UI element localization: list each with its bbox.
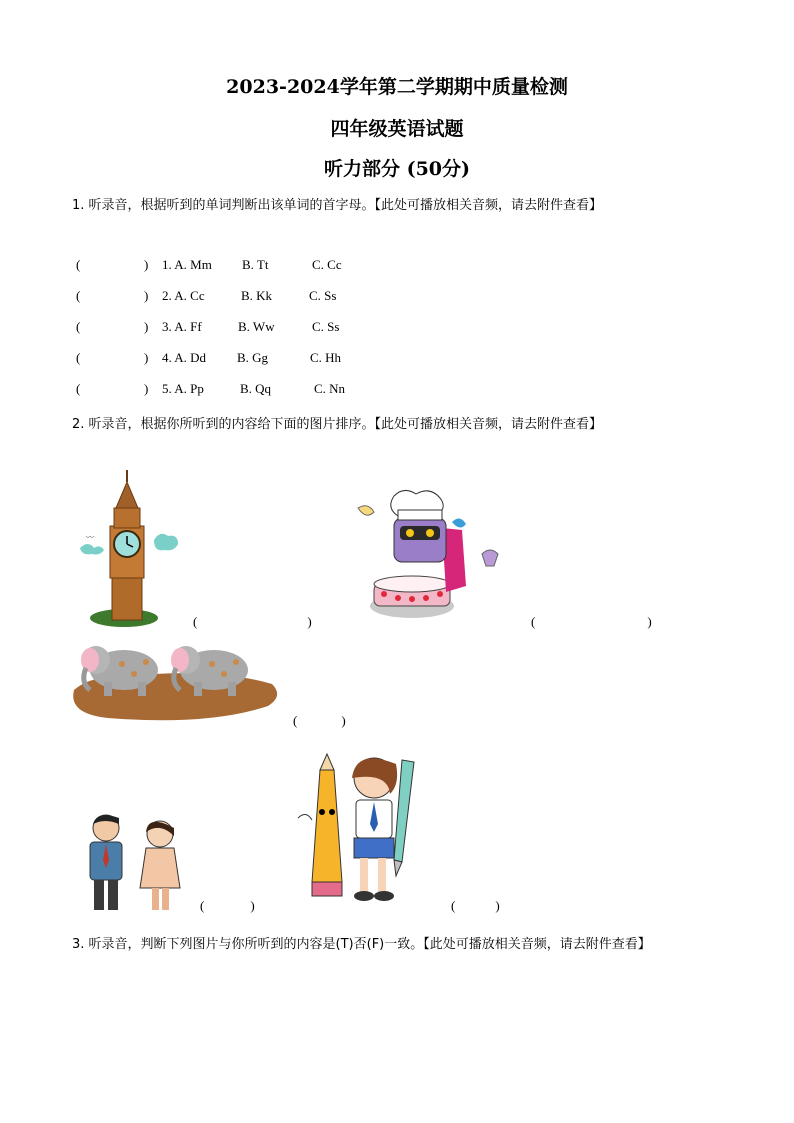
svg-text:〰: 〰	[86, 533, 94, 542]
q2-blank-4[interactable]: ( )	[200, 898, 255, 913]
elephants-picture	[72, 638, 280, 722]
girl-with-pencil-and-pen-picture	[290, 752, 426, 908]
robot-chef-picture	[354, 488, 520, 628]
q2-blank-3[interactable]: ( )	[293, 713, 346, 728]
clock-tower-picture	[76, 468, 186, 628]
q1-row-1: ( ) 1. A. Mm B. Tt C. Cc	[76, 257, 342, 272]
q1-row-3: ( ) 3. A. Ff B. Ww C. Ss	[76, 319, 340, 334]
q2-blank-1[interactable]: ( )	[193, 614, 312, 629]
question-3-prompt: 3. 听录音，判断下列图片与你所听到的内容是(T)否(F)一致。【此处可播放相关音频，请去附件查看】	[72, 937, 651, 952]
q1-row-4: ( ) 4. A. Dd B. Gg C. Hh	[76, 350, 342, 365]
exam-subtitle: 四年级英语试题	[330, 118, 464, 140]
q1-row-5: ( ) 5. A. Pp B. Qq C. Nn	[76, 381, 346, 396]
q1-row-2: ( ) 2. A. Cc B. Kk C. Ss	[76, 288, 337, 303]
q2-blank-5[interactable]: ( )	[451, 898, 500, 913]
section-title: 听力部分 (50分)	[323, 158, 471, 180]
q2-blank-2[interactable]: ( )	[531, 614, 652, 629]
question-1-prompt: 1. 听录音，根据听到的单词判断出该单词的首字母。【此处可播放相关音频，请去附件查看】	[72, 198, 603, 213]
man-and-woman-picture	[80, 810, 190, 914]
question-2-prompt: 2. 听录音，根据你所听到的内容给下面的图片排序。【此处可播放相关音频，请去附件查看】	[72, 417, 603, 432]
exam-title: 2023-2024学年第二学期期中质量检测	[226, 76, 568, 98]
